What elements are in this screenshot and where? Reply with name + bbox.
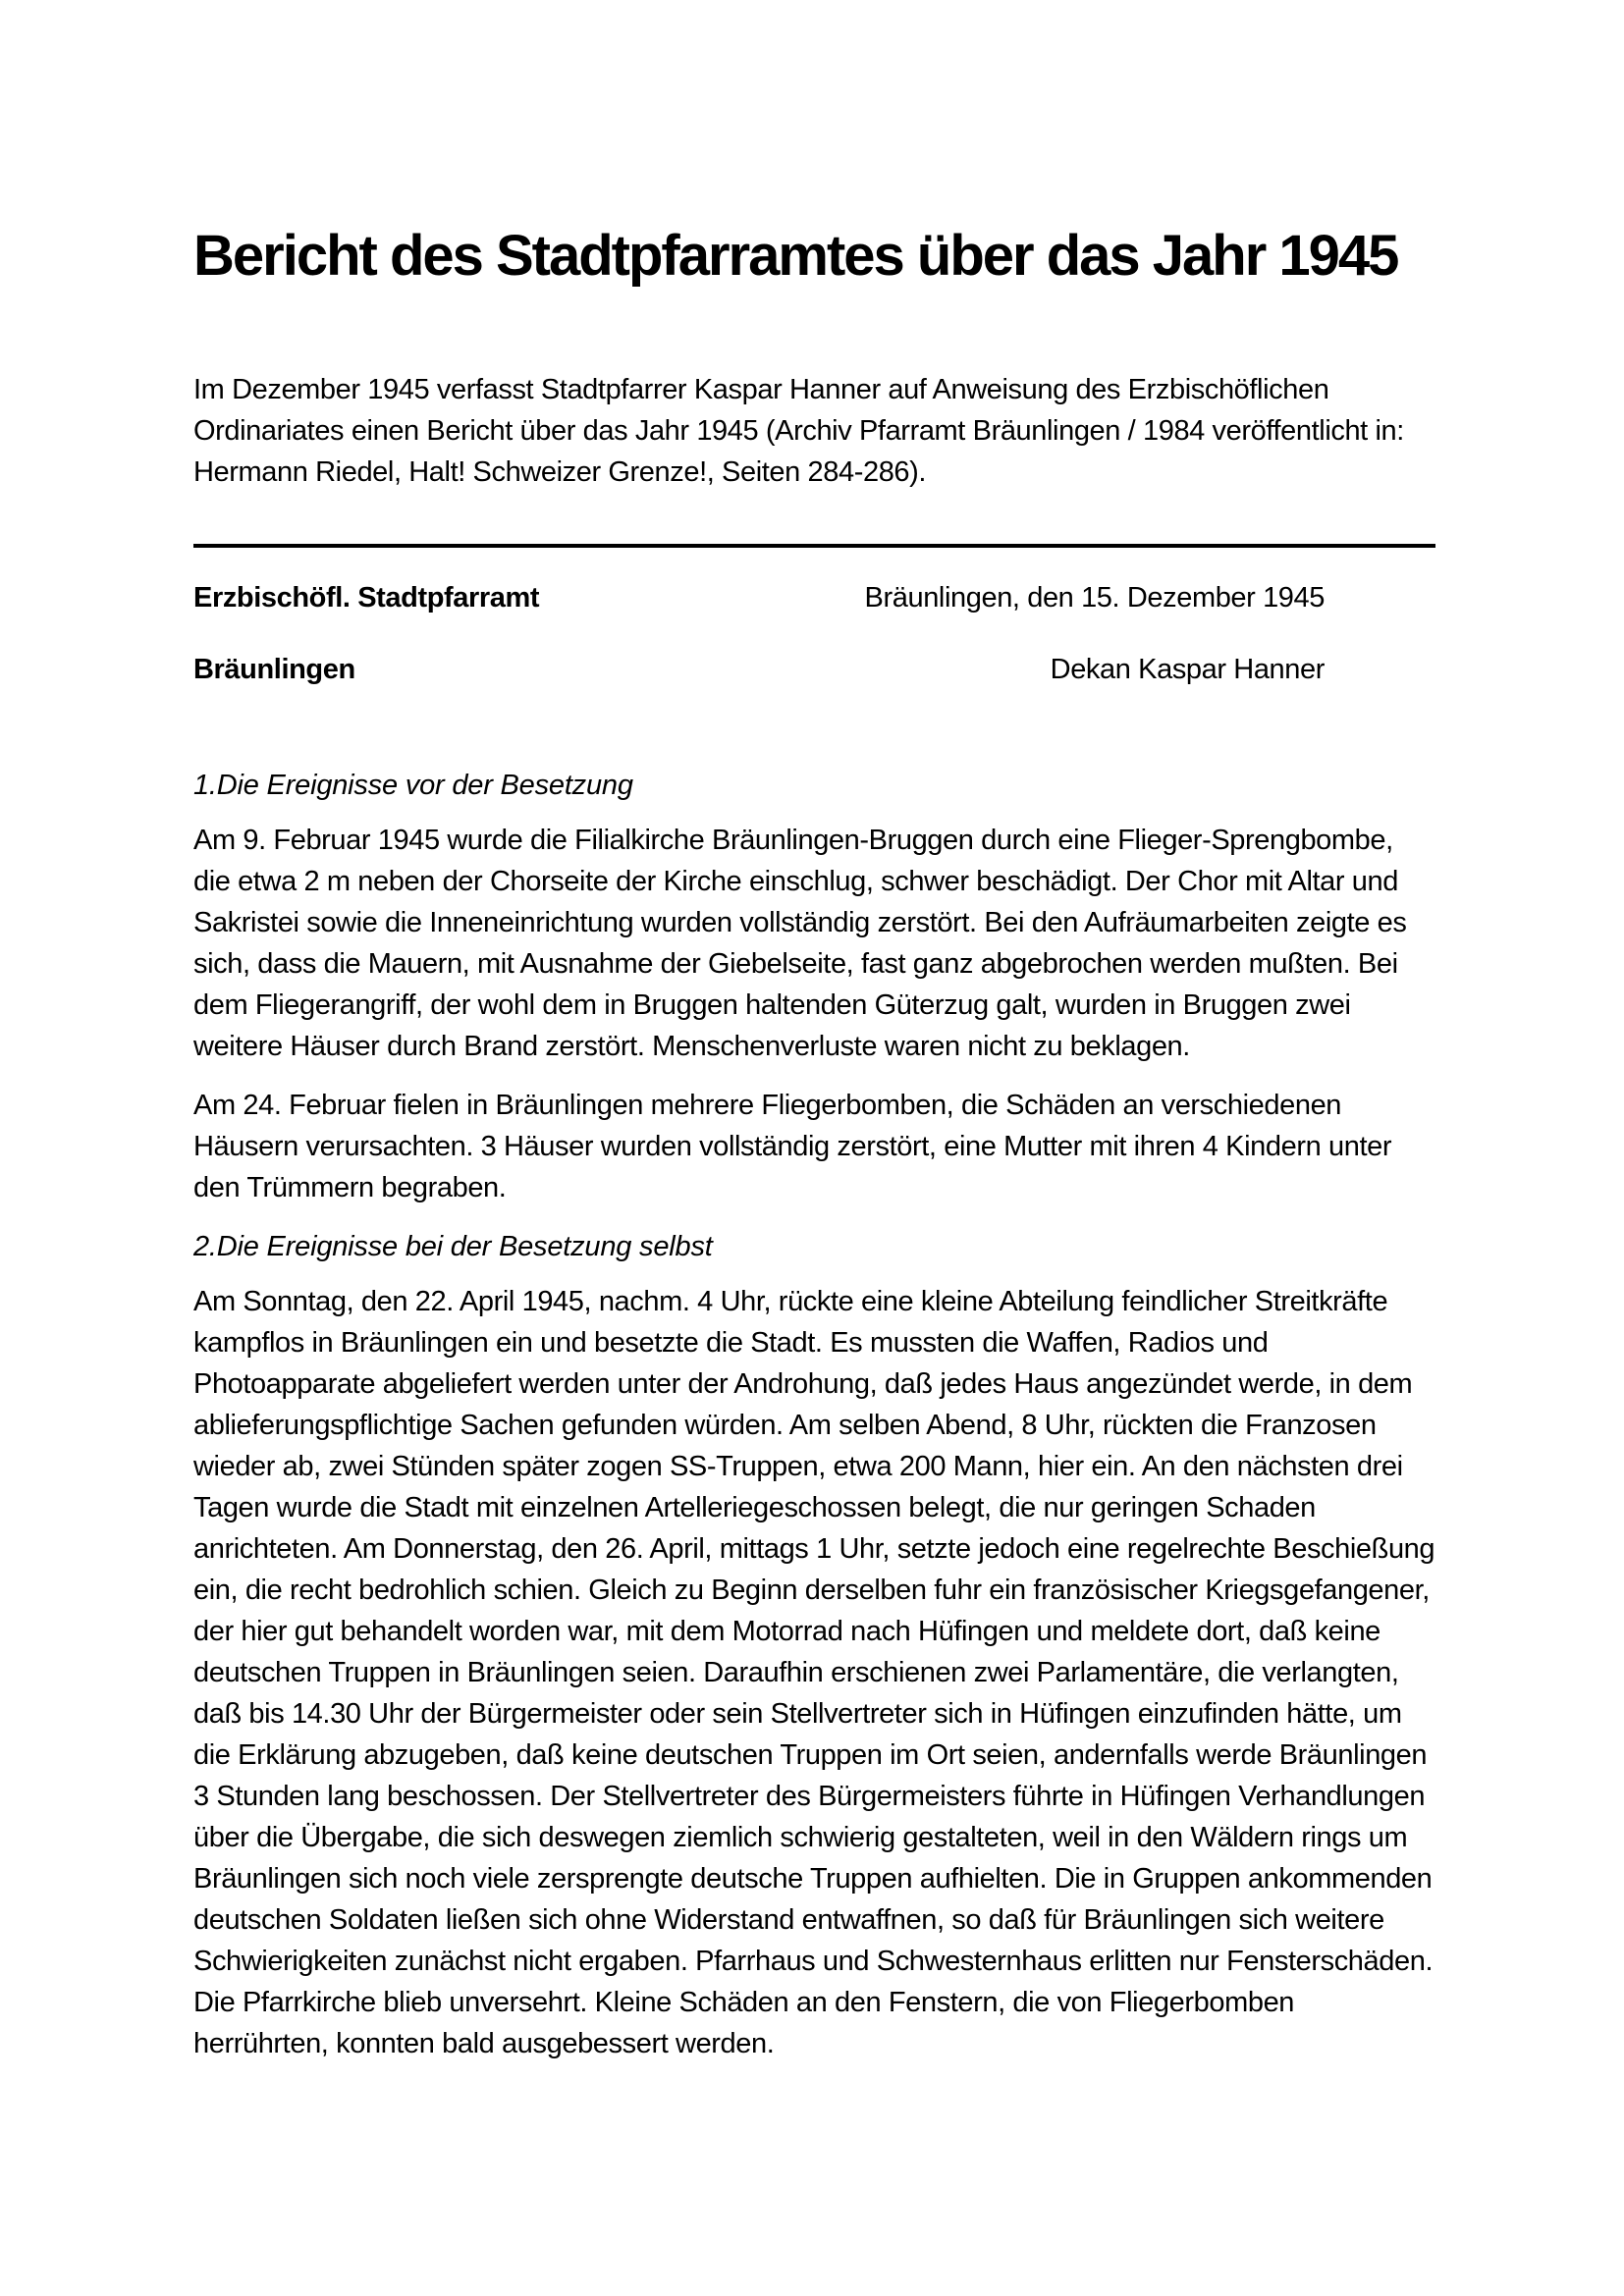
body-paragraph: Am Sonntag, den 22. April 1945, nachm. 4 Uhr, rückte eine kleine Abteilung feindlicher Streitkräfte kampflos in Bräunlingen ein und besetzte die Stadt. Es mussten die Waffen, Radios und Photoapparate abgeliefert werden unter der Androhung, daß jedes Haus angezündet werde, in dem ablieferungspflichtige Sachen gefunden würden. Am selben Abend, 8 Uhr, rückten die Franzosen wieder ab, zwei Stünden später zogen SS-Truppen, etwa 200 Mann, hier ein. An den nächsten drei Tagen wurde die Stadt mit einzelnen Artelleriegeschossen belegt, die nur geringen Schaden anrichteten. Am Donnerstag, den 26. April, mittags 1 Uhr, setzte jedoch eine regelrechte Beschießung ein, die recht bedrohlich schien. Gleich zu Beginn derselben fuhr ein französischer Kriegsgefangener, der hier gut behandelt worden war, mit dem Motorrad nach Hüfingen und meldete dort, daß keine deutschen Truppen in Bräunlingen seien. Daraufhin erschienen zwei Parlamentäre, die verlangten, daß bis 14.30 Uhr der Bürgermeister oder sein Stellvertreter sich in Hüfingen einzufinden hätte, um die Erklärung abzugeben, daß keine deutschen Truppen im Ort seien, andernfalls werde Bräunlingen 3 Stunden lang beschossen. Der Stellvertreter des Bürgermeisters führte in Hüfingen Verhandlungen über die Übergabe, die sich deswegen ziemlich schwierig gestalteten, weil in den Wäldern rings um Bräunlingen sich noch viele zersprengte deutsche Truppen aufhielten. Die in Gruppen ankommenden deutschen Soldaten ließen sich ohne Widerstand entwaffnen, so daß für Bräunlingen sich weitere Schwierigkeiten zunächst nicht ergaben. Pfarrhaus und Schwesternhaus erlitten nur Fensterschäden. Die Pfarrkirche blieb unversehrt. Kleine Schäden an den Fenstern, die von Fliegerbomben herrührten, konnten bald ausgebessert werden. bbox=[193, 1286, 1435, 2059]
intro-paragraph: Im Dezember 1945 verfasst Stadtpfarrer Kaspar Hanner auf Anweisung des Erzbischöflichen Ordinariates einen Bericht über das Jahr 1945 (Archiv Pfarramt Bräunlingen / 1984 veröffentlicht in: Hermann Riedel, Halt! Schweizer Grenze!, Seiten 284-286). bbox=[193, 374, 1404, 488]
letterhead-row bbox=[193, 577, 1435, 618]
body-paragraph: Am 9. Februar 1945 wurde die Filialkirche Bräunlingen-Bruggen durch eine Flieger-Sprengbombe, die etwa 2 m neben der Chorseite der Kirche einschlug, schwer beschädigt. Der Chor mit Altar und Sakristei sowie die Inneneinrichtung wurden vollständig zerstört. Bei den Aufräumarbeiten zeigte es sich, dass die Mauern, mit Ausnahme der Giebelseite, fast ganz abgebrochen werden mußten. Bei dem Fliegerangriff, der wohl dem in Bruggen haltenden Güterzug galt, wurden in Bruggen zwei weitere Häuser durch Brand zerstört. Menschenverluste waren nicht zu beklagen. bbox=[193, 825, 1407, 1062]
section-heading-events-during-occupation: 2.Die Ereignisse bei der Besetzung selbst bbox=[193, 1231, 713, 1262]
signature-name: Dekan Kaspar Hanner bbox=[1050, 654, 1325, 685]
sender-city: Bräunlingen bbox=[193, 654, 355, 685]
sender-office: Erzbischöfl. Stadtpfarramt bbox=[193, 582, 540, 614]
section-heading-events-before-occupation: 1.Die Ereignisse vor der Besetzung bbox=[193, 770, 633, 801]
date-line: Bräunlingen, den 15. Dezember 1945 bbox=[864, 582, 1325, 614]
body-paragraph: Am 24. Februar fielen in Bräunlingen mehrere Fliegerbomben, die Schäden an verschiedenen Häusern verursachten. 3 Häuser wurden vollständig zerstört, eine Mutter mit ihren 4 Kindern unter den Trümmern begraben. bbox=[193, 1090, 1392, 1203]
document-title: Bericht des Stadtpfarramtes über das Jahr 1945 bbox=[193, 224, 1398, 288]
divider-line bbox=[193, 544, 1435, 548]
letterhead-row bbox=[193, 649, 1435, 690]
